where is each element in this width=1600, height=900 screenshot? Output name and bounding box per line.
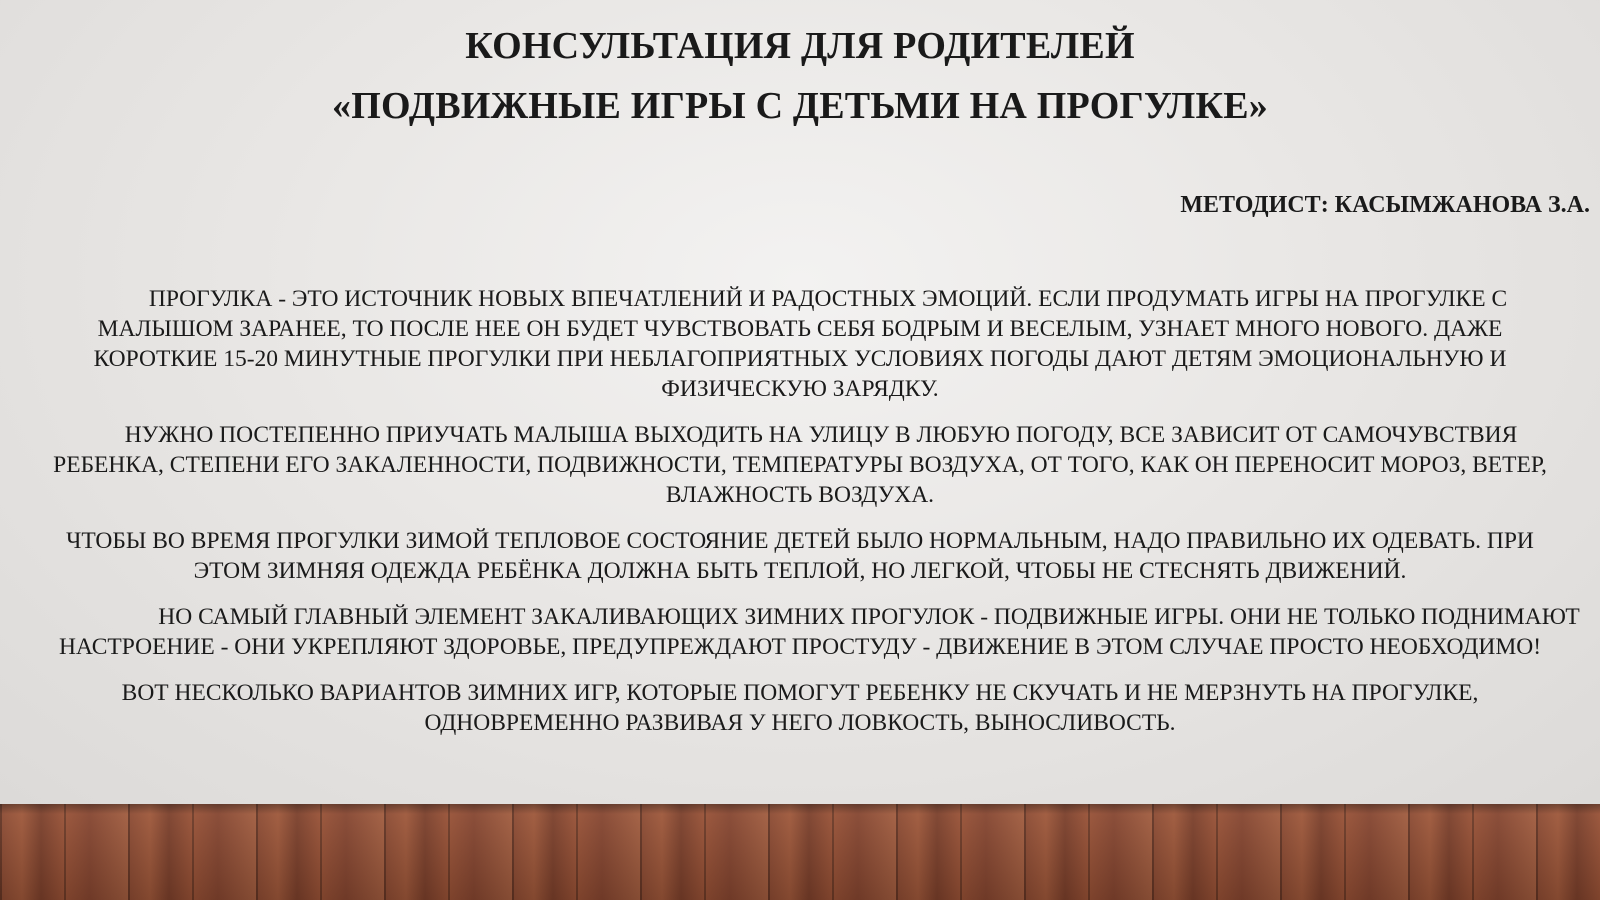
body-text <box>14 284 1586 754</box>
paragraph-2: НУЖНО ПОСТЕПЕННО ПРИУЧАТЬ МАЛЫША ВЫХОДИТЬ НА УЛИЦУ В ЛЮБУЮ ПОГОДУ, ВСЕ ЗАВИСИТ ОТ САМОЧУВСТВИЯ РЕБЕНКА, СТЕПЕНИ ЕГО ЗАКАЛЕННОСТИ, ПОДВИЖНОСТИ, ТЕМПЕРАТУРЫ ВОЗДУХА, ОТ ТОГО, КАК ОН ПЕРЕНОСИТ МОРОЗ, ВЕТЕР, ВЛАЖНОСТЬ ВОЗДУХА. <box>53 422 1547 508</box>
paragraph-1: ПРОГУЛКА - ЭТО ИСТОЧНИК НОВЫХ ВПЕЧАТЛЕНИЙ И РАДОСТНЫХ ЭМОЦИЙ. ЕСЛИ ПРОДУМАТЬ ИГРЫ НА ПРОГУЛКЕ С МАЛЫШОМ ЗАРАНЕЕ, ТО ПОСЛЕ НЕЕ ОН БУДЕТ ЧУВСТВОВАТЬ СЕБЯ БОДРЫМ И ВЕСЕЛЫМ, УЗНАЕТ МНОГО НОВОГО. ДАЖЕ КОРОТКИЕ 15-20 МИНУТНЫЕ ПРОГУЛКИ ПРИ НЕБЛАГОПРИЯТНЫХ УСЛОВИЯХ ПОГОДЫ ДАЮТ ДЕТЯМ ЭМОЦИОНАЛЬНУЮ И ФИЗИЧЕСКУЮ ЗАРЯДКУ. <box>93 286 1508 402</box>
wooden-floor-background <box>0 804 1600 900</box>
paragraph-5: ВОТ НЕСКОЛЬКО ВАРИАНТОВ ЗИМНИХ ИГР, КОТОРЫЕ ПОМОГУТ РЕБЕНКУ НЕ СКУЧАТЬ И НЕ МЕРЗНУТЬ НА ПРОГУЛКЕ, ОДНОВРЕМЕННО РАЗВИВАЯ У НЕГО ЛОВКОСТЬ, ВЫНОСЛИВОСТЬ. <box>121 680 1479 736</box>
author-credit: МЕТОДИСТ: КАСЫМЖАНОВА З.А. <box>1180 192 1590 218</box>
title-line-1: КОНСУЛЬТАЦИЯ ДЛЯ РОДИТЕЛЕЙ <box>465 25 1135 67</box>
title-line-2: «ПОДВИЖНЫЕ ИГРЫ С ДЕТЬМИ НА ПРОГУЛКЕ» <box>332 85 1268 127</box>
paragraph-4: НО САМЫЙ ГЛАВНЫЙ ЭЛЕМЕНТ ЗАКАЛИВАЮЩИХ ЗИМНИХ ПРОГУЛОК - ПОДВИЖНЫЕ ИГРЫ. ОНИ НЕ ТОЛЬКО ПОДНИМАЮТ НАСТРОЕНИЕ - ОНИ УКРЕПЛЯЮТ ЗДОРОВЬЕ, ПРЕДУПРЕЖДАЮТ ПРОСТУДУ - ДВИЖЕНИЕ В ЭТОМ СЛУЧАЕ ПРОСТО НЕОБХОДИМО! <box>58 604 1580 660</box>
paragraph-3: ЧТОБЫ ВО ВРЕМЯ ПРОГУЛКИ ЗИМОЙ ТЕПЛОВОЕ СОСТОЯНИЕ ДЕТЕЙ БЫЛО НОРМАЛЬНЫМ, НАДО ПРАВИЛЬНО ИХ ОДЕВАТЬ. ПРИ ЭТОМ ЗИМНЯЯ ОДЕЖДА РЕБЁНКА ДОЛЖНА БЫТЬ ТЕПЛОЙ, НО ЛЕГКОЙ, ЧТОБЫ НЕ СТЕСНЯТЬ ДВИЖЕНИЙ. <box>66 528 1534 584</box>
